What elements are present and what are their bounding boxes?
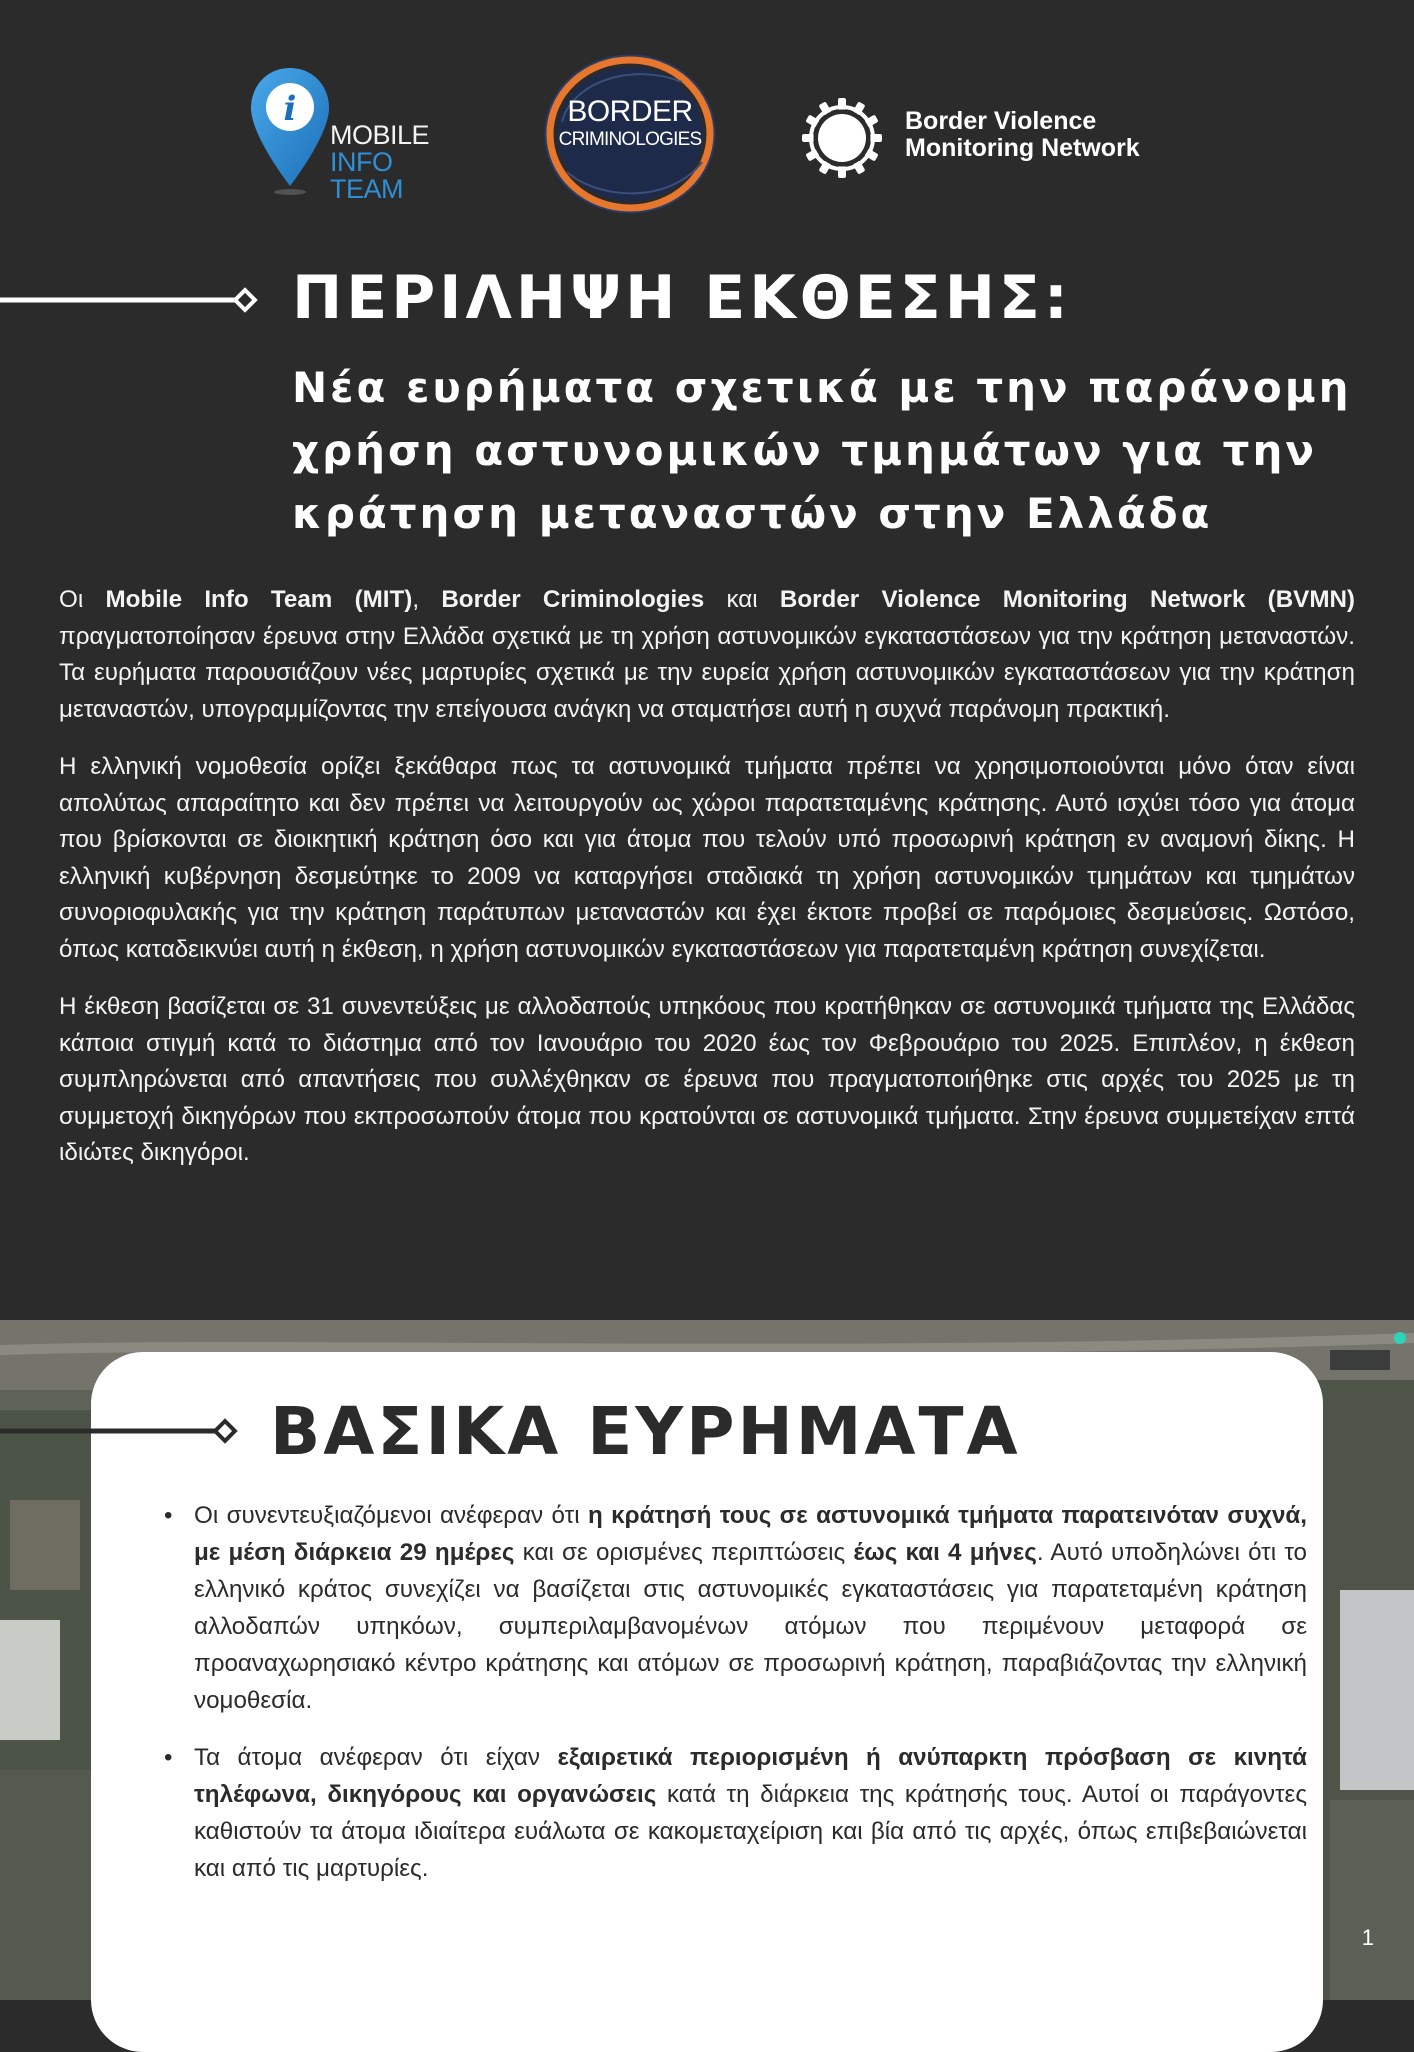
mobile-info-team-logo [248, 62, 468, 202]
page-number: 1 [1361, 1925, 1374, 1950]
report-subtitle: Νέα ευρήματα σχετικά με την παράνομη χρήση αστυνομικών τμημάτων για την κράτηση μεταναστών στην Ελλάδα [292, 363, 1352, 538]
intro-paragraph-3: Η έκθεση βασίζεται σε 31 συνεντεύξεις με αλλοδαπούς υπηκόους που κρατήθηκαν σε αστυνομικά τμήματα της Ελλάδας κάποια στιγμή κατά το διάστημα από τον Ιανουάριο του 2020 έως τον Φεβρουάριο του 2025. Επιπλέον, η έκθεση συμπληρώνεται από απαντήσεις που συλλέχθηκαν σε έρευνα που πραγματοποιήθηκε στις αρχές του 2025 με τη συμμετοχή δικηγόρων που εκπροσωπούν άτομα που κρατούνται σε αστυνομικά τμήματα. Στην έρευνα συμμετείχαν επτά ιδιώτες δικηγόροι. [59, 993, 1355, 1166]
bullet-icon: • [164, 1744, 173, 1771]
bc-logo-line2: CRIMINOLOGIES [558, 129, 702, 150]
key-findings-title: ΒΑΣΙΚΑ ΕΥΡΗΜΑΤΑ [270, 1393, 1021, 1470]
mit-logo-line2: INFO TEAM [330, 147, 404, 204]
sun-gear-icon [800, 96, 884, 180]
key-findings-list [160, 1497, 1307, 1907]
bc-logo-line1: BORDER [567, 95, 693, 128]
svg-text:i: i [283, 89, 297, 129]
finding-item-1: • Οι συνεντευξιαζόμενοι ανέφεραν ότι η κράτησή τους σε αστυνομικά τμήματα παρατεινόταν συχνά, με μέση διάρκεια 29 ημέρες και σε ορισμένες περιπτώσεις έως και 4 μήνες. Αυτό υποδηλώνει ότι το ελληνικό κράτος συνεχίζει να βασίζεται στις αστυνομικές εγκαταστάσεις για παρατεταμένη κράτηση αλλοδαπών υπηκόων, συμπεριλαμβανομένων ατόμων που περιμένουν μεταφορά σε προαναχωρησιακό κέντρο κράτησης και ατόμων σε προσωρινή κράτηση, παραβιάζοντας την ελληνική νομοθεσία. [194, 1497, 1307, 1719]
border-criminologies-logo [542, 52, 718, 216]
org-mit: Mobile Info Team (MIT) [105, 586, 413, 613]
intro-section [59, 582, 1355, 1193]
bvmn-logo [800, 96, 1170, 180]
findings-decorative-line [0, 1418, 240, 1444]
org-border-criminologies: Border Criminologies [441, 586, 705, 613]
intro-paragraph-1: Οι Mobile Info Team (MIT), Border Criminologies και Border Violence Monitoring Network (BVMN) πραγματοποίησαν έρευνα στην Ελλάδα σχετικά με τη χρήση αστυνομικών εγκαταστάσεων για την κράτηση μεταναστών. Τα ευρήματα παρουσιάζουν νέες μαρτυρίες σχετικά με την ευρεία χρήση αστυνομικών εγκαταστάσεων για την κράτηση μεταναστών, υπογραμμίζοντας την επείγουσα ανάγκη να σταματήσει αυτή η συχνά παράνομη πρακτική. [59, 586, 1355, 723]
bvmn-logo-line1: Border Violence [905, 107, 1097, 135]
bullet-icon: • [164, 1502, 173, 1529]
report-title: ΠΕΡΙΛΗΨΗ ΕΚΘΕΣΗΣ: [292, 263, 1072, 333]
org-bvmn: Border Violence Monitoring Network (BVMN) [779, 586, 1355, 613]
info-pin-icon [248, 64, 332, 200]
intro-paragraph-2: Η ελληνική νομοθεσία ορίζει ξεκάθαρα πως τα αστυνομικά τμήματα πρέπει να χρησιμοποιούνται μόνο όταν είναι απολύτως απαραίτητο και δεν πρέπει να λειτουργούν ως χώροι παρατεταμένης κράτησης. Αυτό ισχύει τόσο για άτομα που βρίσκονται σε διοικητική κράτηση όσο και για άτομα που τελούν υπό προσωρινή κράτηση εν αναμονή δίκης. Η ελληνική κυβέρνηση δεσμεύτηκε το 2009 να καταργήσει σταδιακά τη χρήση αστυνομικών τμημάτων και τμημάτων συνοριοφυλακής για την κράτηση παράτυπων μεταναστών και έχει έκτοτε προβεί σε παρόμοιες δεσμεύσεις. Ωστόσο, όπως καταδεικνύει αυτή η έκθεση, η χρήση αστυνομικών εγκαταστάσεων για παρατεταμένη κράτηση συνεχίζεται. [59, 753, 1355, 963]
bvmn-logo-line2: Monitoring Network [905, 134, 1140, 162]
title-decorative-line [0, 287, 260, 313]
mit-logo-line1: MOBILE [330, 120, 430, 150]
finding-item-2: • Τα άτομα ανέφεραν ότι είχαν εξαιρετικά περιορισμένη ή ανύπαρκτη πρόσβαση σε κινητά τηλέφωνα, δικηγόρους και οργανώσεις κατά τη διάρκεια της κράτησής τους. Αυτοί οι παράγοντες καθιστούν τα άτομα ιδιαίτερα ευάλωτα σε κακομεταχείριση και βία από τις αρχές, όπως επιβεβαιώνεται και από τις μαρτυρίες. [194, 1739, 1307, 1887]
